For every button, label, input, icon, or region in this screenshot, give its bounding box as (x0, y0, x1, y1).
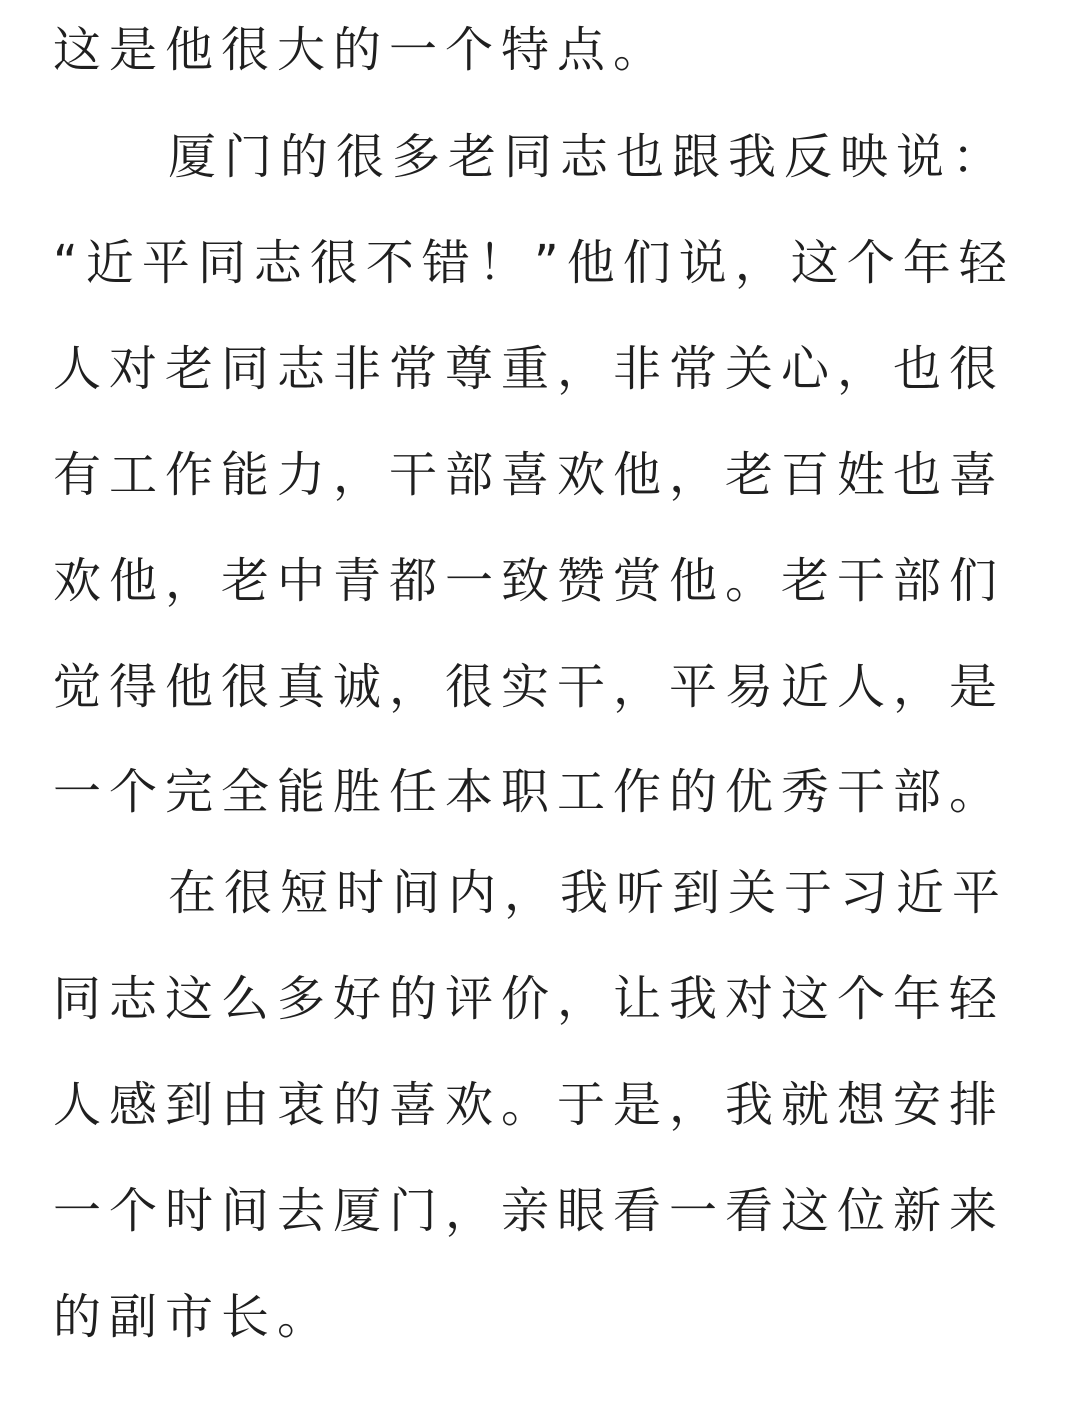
text-line: 有工作能力，干部喜欢他，老百姓也喜 (53, 447, 1006, 503)
text-line: 这是他很大的一个特点。 (53, 22, 670, 78)
paragraph-start-line: 厦门的很多老同志也跟我反映说： (168, 129, 1009, 185)
text-line: 的副市长。 (53, 1289, 334, 1345)
paragraph-start-line: 在很短时间内，我听到关于习近平 (168, 865, 1009, 921)
text-line: 觉得他很真诚，很实干，平易近人，是 (53, 659, 1006, 715)
text-line: 一个完全能胜任本职工作的优秀干部。 (53, 764, 1006, 820)
text-line: 人对老同志非常尊重，非常关心，也很 (53, 341, 1006, 397)
text-line: 欢他，老中青都一致赞赏他。老干部们 (53, 553, 1006, 609)
text-line: 一个时间去厦门，亲眼看一看这位新来 (53, 1183, 1006, 1239)
text-line: 人感到由衷的喜欢。于是，我就想安排 (53, 1077, 1006, 1133)
text-line: “近平同志很不错！”他们说，这个年轻 (53, 235, 1015, 291)
text-line: 同志这么多好的评价，让我对这个年轻 (53, 971, 1006, 1027)
